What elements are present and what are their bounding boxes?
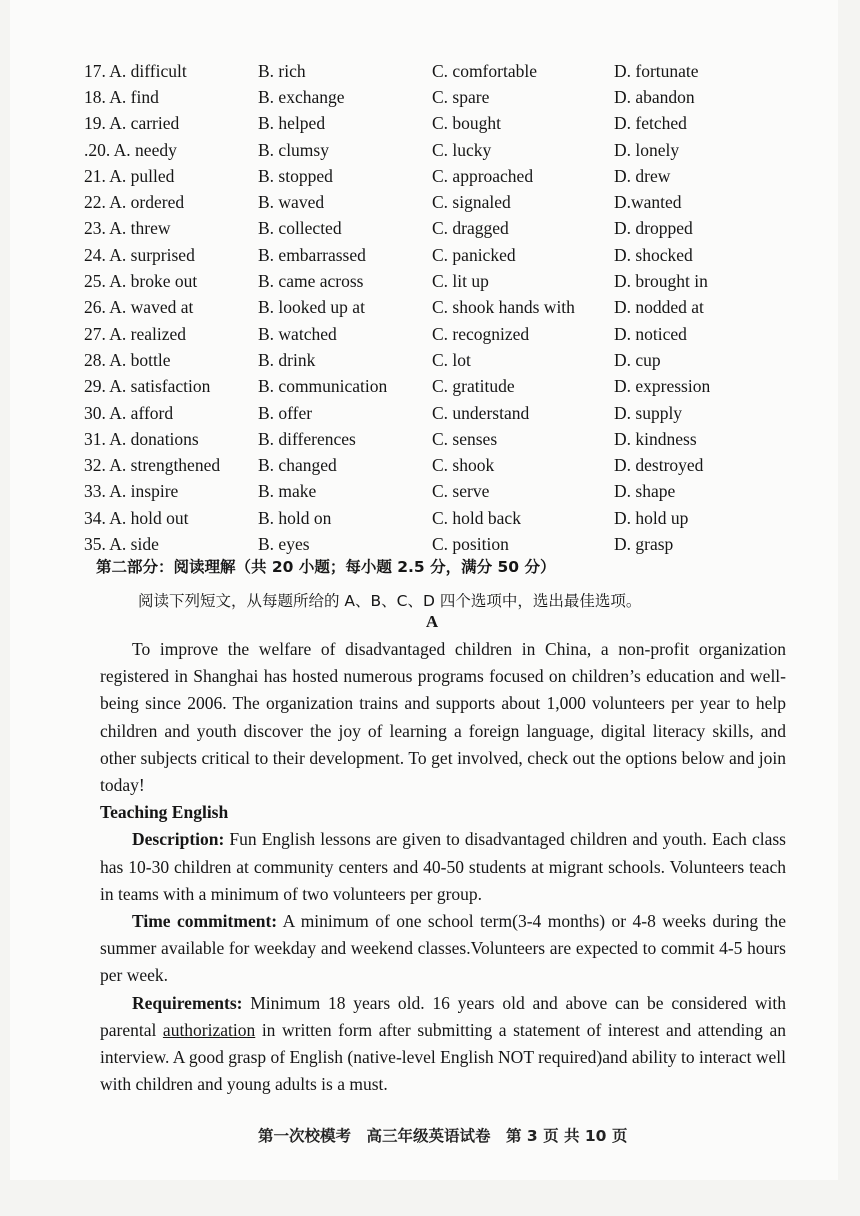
- option-c: C. lucky: [432, 139, 492, 160]
- option-c: C. bought: [432, 113, 502, 134]
- exam-page: [10, 0, 838, 1180]
- option-a: 24. A. surprised: [84, 244, 195, 265]
- page-footer: 第一次校模考 高三年级英语试卷 第 3 页 共 10 页: [258, 1127, 628, 1145]
- option-b: B. differences: [258, 428, 356, 449]
- option-d: D. noticed: [614, 323, 687, 344]
- option-a: 19. A. carried: [84, 113, 180, 134]
- option-a: 21. A. pulled: [84, 165, 175, 186]
- option-a: 34. A. hold out: [84, 507, 189, 528]
- option-b: B. clumsy: [258, 139, 329, 160]
- option-a: 30. A. afford: [84, 402, 174, 423]
- question-row: [84, 321, 794, 347]
- option-a: 18. A. find: [84, 86, 159, 107]
- option-a: .20. A. needy: [84, 139, 177, 160]
- question-row: [84, 216, 794, 242]
- question-row: [84, 84, 794, 110]
- option-a: 35. A. side: [84, 533, 159, 554]
- requirements-text-end: in written form after submitting a statement of interest and attending an interview. A good grasp of English (native-level English NOT required)and ability to interact well with children and young adults is a must.: [100, 1019, 786, 1095]
- question-row: [84, 189, 794, 215]
- option-a: 32. A. strengthened: [84, 455, 221, 476]
- option-b: B. rich: [258, 60, 306, 81]
- option-d: D. abandon: [614, 86, 695, 107]
- option-b: B. looked up at: [258, 297, 365, 318]
- option-b: B. watched: [258, 323, 337, 344]
- option-c: C. understand: [432, 402, 530, 423]
- option-d: D. grasp: [614, 533, 674, 554]
- question-row: [84, 58, 794, 84]
- option-a: 22. A. ordered: [84, 192, 185, 213]
- time-commitment-paragraph: [100, 908, 786, 990]
- time-commitment-text: A minimum of one school term(3-4 months) or 4-8 weeks during the summer available for weekday and weekend classes.Volunteers are expected to commit 4-5 hours per week.: [100, 911, 786, 986]
- option-c: C. lit up: [432, 271, 489, 292]
- option-d: D.wanted: [614, 192, 682, 213]
- question-row: [84, 531, 794, 557]
- option-d: D. supply: [614, 402, 683, 423]
- question-row: [84, 426, 794, 452]
- option-c: C. shook hands with: [432, 297, 575, 318]
- option-c: C. comfortable: [432, 60, 537, 81]
- option-a: 33. A. inspire: [84, 481, 179, 502]
- option-d: D. fetched: [614, 113, 687, 134]
- reading-passage: [100, 636, 786, 1098]
- option-b: B. eyes: [258, 533, 310, 554]
- option-b: B. embarrassed: [258, 244, 366, 265]
- option-b: B. communication: [258, 376, 388, 397]
- question-row: [84, 505, 794, 531]
- time-commitment-label: Time commitment:: [132, 911, 278, 932]
- option-c: C. lot: [432, 349, 471, 370]
- answer-options-table: [84, 58, 794, 558]
- option-b: B. waved: [258, 192, 325, 213]
- option-d: D. fortunate: [614, 60, 699, 81]
- option-a: 17. A. difficult: [84, 60, 187, 81]
- option-a: 31. A. donations: [84, 428, 199, 449]
- question-row: [84, 242, 794, 268]
- question-row: [84, 295, 794, 321]
- option-c: C. senses: [432, 428, 498, 449]
- subheading-teaching-english: Teaching English: [100, 802, 229, 823]
- option-a: 29. A. satisfaction: [84, 376, 211, 397]
- option-a: 23. A. threw: [84, 218, 171, 239]
- option-d: D. nodded at: [614, 297, 704, 318]
- option-d: D. lonely: [614, 139, 680, 160]
- description-paragraph: [100, 826, 786, 908]
- option-b: B. exchange: [258, 86, 345, 107]
- description-text: Fun English lessons are given to disadvantaged children and youth. Each class has 10-30 children at community centers and 40-50 students at migrant schools. Volunteers teach in teams with a minimum of two volunteers per group.: [100, 829, 786, 904]
- option-c: C. recognized: [432, 323, 530, 344]
- option-d: D. expression: [614, 376, 711, 397]
- option-c: C. signaled: [432, 192, 511, 213]
- question-row: [84, 400, 794, 426]
- option-b: B. came across: [258, 271, 364, 292]
- option-a: 25. A. broke out: [84, 271, 198, 292]
- option-b: B. drink: [258, 349, 316, 370]
- option-a: 27. A. realized: [84, 323, 187, 344]
- question-row: [84, 374, 794, 400]
- question-row: [84, 163, 794, 189]
- option-b: B. make: [258, 481, 317, 502]
- passage-letter: A: [425, 612, 439, 631]
- option-d: D. dropped: [614, 218, 693, 239]
- option-d: D. shocked: [614, 244, 693, 265]
- question-row: [84, 452, 794, 478]
- option-b: B. helped: [258, 113, 326, 134]
- option-c: C. approached: [432, 165, 534, 186]
- option-d: D. destroyed: [614, 455, 704, 476]
- requirements-label: Requirements:: [132, 992, 243, 1013]
- requirements-paragraph: [100, 990, 786, 1099]
- requirements-text: Minimum 18 years old. 16 years old and above can be considered with parental: [100, 992, 786, 1040]
- option-d: D. shape: [614, 481, 676, 502]
- option-d: D. brought in: [614, 271, 708, 292]
- section-header: 第二部分：阅读理解（共 20 小题；每小题 2.5 分，满分 50 分）: [96, 558, 556, 576]
- intro-paragraph: To improve the welfare of disadvantaged children in China, a non-profit organization registered in Shanghai has hosted numerous programs focused on children’s education and well-being since 2006. The organization trains and supports about 1,000 volunteers per year to help children and youth discover the joy of learning a foreign language, digital literacy skills, and other subjects critical to their development. To get involved, check out the options below and join today!: [100, 639, 786, 796]
- question-row: [84, 268, 794, 294]
- option-d: D. cup: [614, 349, 661, 370]
- option-c: C. serve: [432, 481, 490, 502]
- option-b: B. stopped: [258, 165, 333, 186]
- option-c: C. dragged: [432, 218, 509, 239]
- underlined-word: authorization: [162, 1019, 256, 1040]
- question-row: [84, 479, 794, 505]
- option-c: C. panicked: [432, 244, 516, 265]
- option-c: C. position: [432, 533, 509, 554]
- option-d: D. drew: [614, 165, 671, 186]
- question-row: [84, 347, 794, 373]
- option-b: B. changed: [258, 455, 337, 476]
- question-row: [84, 137, 794, 163]
- option-a: 26. A. waved at: [84, 297, 194, 318]
- option-a: 28. A. bottle: [84, 349, 171, 370]
- description-label: Description:: [132, 829, 225, 850]
- option-b: B. hold on: [258, 507, 332, 528]
- section-instruction: 阅读下列短文，从每题所给的 A、B、C、D 四个选项中，选出最佳选项。: [138, 592, 642, 610]
- option-c: C. gratitude: [432, 376, 515, 397]
- option-b: B. collected: [258, 218, 342, 239]
- option-d: D. kindness: [614, 428, 697, 449]
- option-c: C. shook: [432, 455, 495, 476]
- option-c: C. hold back: [432, 507, 521, 528]
- question-row: [84, 111, 794, 137]
- option-b: B. offer: [258, 402, 313, 423]
- option-d: D. hold up: [614, 507, 689, 528]
- option-c: C. spare: [432, 86, 490, 107]
